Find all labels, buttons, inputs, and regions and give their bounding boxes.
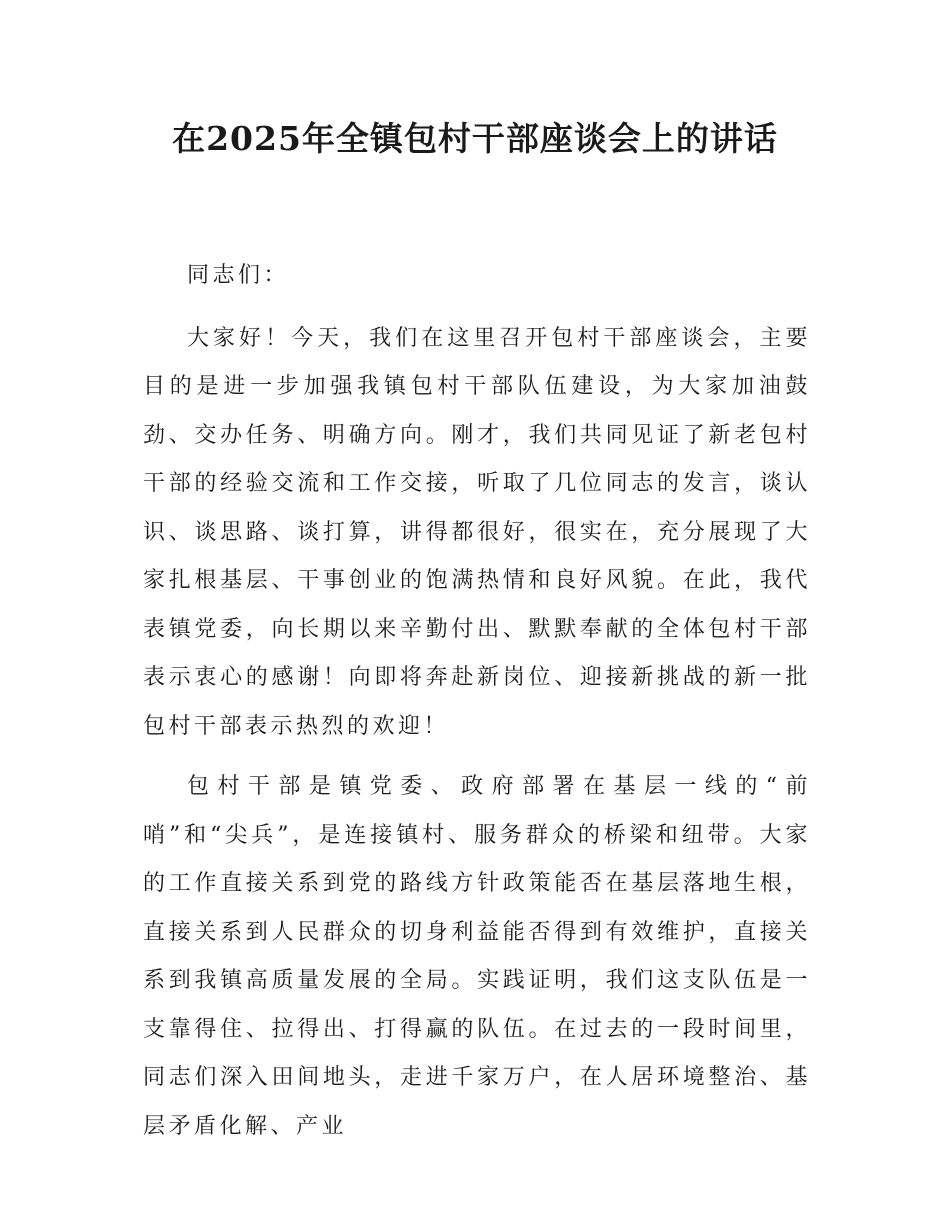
paragraph: 包村干部是镇党委、政府部署在基层一线的“前哨”和“尖兵”，是连接镇村、服务群众的桥梁和纽带。大家的工作直接关系到党的路线方针政策能否在基层落地生根，直接关系到人民群众的切身利益能否得到有效维护，直接关系到我镇高质量发展的全局。实践证明，我们这支队伍是一支靠得住、拉得出、打得赢的队伍。在过去的一段时间里，同志们深入田间地头，走进千家万户，在人居环境整治、基层矛盾化解、产业 [143, 774, 811, 1139]
paragraph: 大家好！今天，我们在这里召开包村干部座谈会，主要目的是进一步加强我镇包村干部队伍建设，为大家加油鼓劲、交办任务、明确方向。刚才，我们共同见证了新老包村干部的经验交流和工作交接，听取了几位同志的发言，谈认识、谈思路、谈打算，讲得都很好，很实在，充分展现了大家扎根基层、干事创业的饱满热情和良好风貌。在此，我代表镇党委，向长期以来辛勤付出、默默奉献的全体包村干部表示衷心的感谢！向即将奔赴新岗位、迎接新挑战的新一批包村干部表示热烈的欢迎！ [143, 325, 811, 739]
salutation: 同志们： [187, 263, 290, 288]
document-title: 在2025年全镇包村干部座谈会上的讲话 [172, 119, 778, 158]
document-body [143, 252, 811, 1163]
